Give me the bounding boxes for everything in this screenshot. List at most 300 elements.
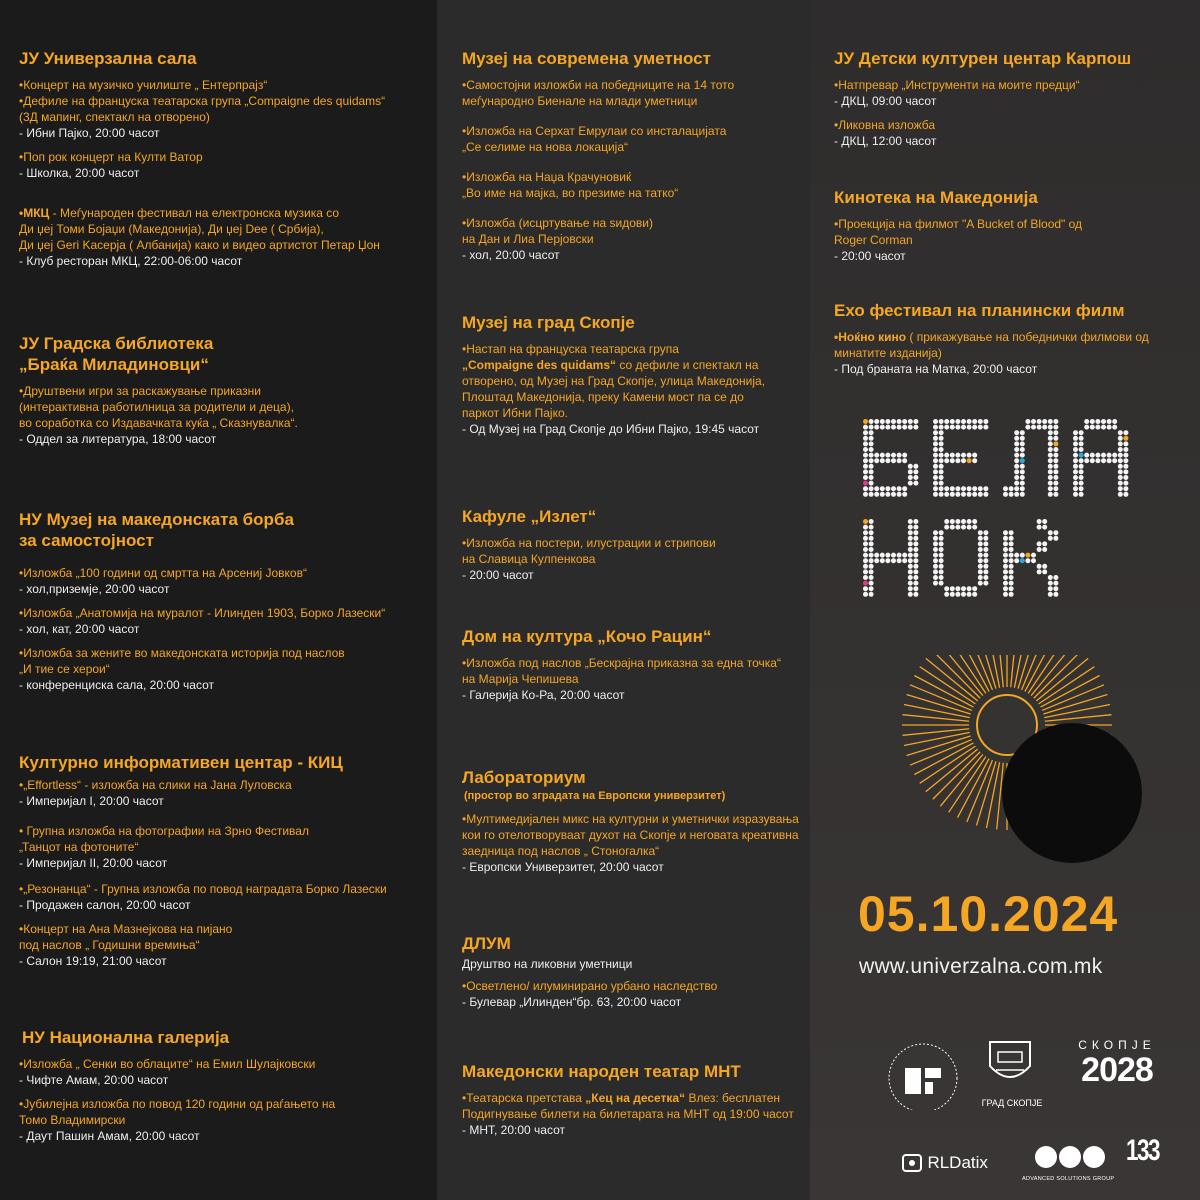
logo-dot	[1118, 486, 1123, 491]
logo-dot	[1048, 453, 1053, 458]
logo-dot	[869, 458, 874, 463]
event-item: •Натпревар „Инструменти на моите предци“ - ДКЦ, 09:00 часот	[834, 78, 1080, 108]
logo-dot	[891, 425, 896, 430]
logo-dot	[983, 558, 988, 563]
logo-dot	[939, 458, 944, 463]
logo-dot	[908, 553, 913, 558]
logo-dot	[1118, 492, 1123, 497]
middle-column	[437, 0, 810, 1200]
section-title: Музеј на град Скопје	[462, 313, 635, 332]
logo-dot	[863, 441, 868, 446]
logo-dot	[933, 441, 938, 446]
logo-dot	[972, 453, 977, 458]
logo-dot	[939, 436, 944, 441]
logo-dot	[880, 419, 885, 424]
logo-dot	[863, 530, 868, 535]
logo-dot	[885, 425, 890, 430]
logo-dot	[1101, 458, 1106, 463]
section-title: Лабораториум	[462, 768, 586, 787]
event-item: •„Резонанца“ - Групна изложба по повод наградата Борко Лазески - Продажен салон, 20:00 часот	[19, 882, 387, 912]
logo-dot	[950, 586, 955, 591]
logo-dot	[1084, 458, 1089, 463]
sun-ray	[1041, 676, 1100, 708]
logo-dot	[1112, 453, 1117, 458]
logo-dot	[1020, 447, 1025, 452]
logo-dot	[933, 569, 938, 574]
logo-dot	[1009, 592, 1014, 597]
section-dlum	[462, 933, 810, 1018]
logo-dot	[869, 525, 874, 530]
logo-dot	[913, 425, 918, 430]
logo-dot	[1073, 436, 1078, 441]
logo-dot	[978, 536, 983, 541]
logo-dot	[939, 530, 944, 535]
logo-dot	[1020, 464, 1025, 469]
logo-dot	[863, 492, 868, 497]
logo-dot	[869, 464, 874, 469]
logo-dot	[1079, 486, 1084, 491]
logo-dot	[863, 553, 868, 558]
logo-dot	[1020, 436, 1025, 441]
section-echo-festival	[834, 300, 1200, 385]
logo-dot	[933, 547, 938, 552]
logo-dot	[1003, 558, 1008, 563]
logo-dot	[869, 553, 874, 558]
logo-dot	[1031, 558, 1036, 563]
logo-dot	[1053, 586, 1058, 591]
logo-dot	[1014, 458, 1019, 463]
logo-dot	[913, 419, 918, 424]
logo-dot	[1073, 430, 1078, 435]
logo-dot	[961, 586, 966, 591]
event-item: •Изложба „Анатомија на муралот - Илинден 1903, Борко Лазески“ - хол, кат, 20:00 часот	[19, 606, 386, 636]
event-item: •Театарска претстава „Кец на десетка“ Влез: бесплатен Подигнување билети на билетарата на МНТ од 19:00 часот - МНТ, 20:00 часот	[462, 1091, 794, 1137]
logo-dot	[869, 492, 874, 497]
logo-dot	[1073, 441, 1078, 446]
section-national-gallery	[19, 1027, 437, 1152]
event-item: •Концерт на Ана Мазнејкова на пијано под наслов „ Годишни времиња“ - Салон 19:19, 21:00 часот	[19, 922, 233, 968]
logo-dot	[1037, 569, 1042, 574]
logo-dot	[1048, 586, 1053, 591]
logo-dot	[1020, 475, 1025, 480]
logo-dot	[1048, 530, 1053, 535]
logo-dot	[908, 464, 913, 469]
event-item: •Изложба за жените во македонската историја под наслов „И тие се херои“ - конференциска сала, 20:00 часот	[19, 646, 345, 692]
logo-dot	[1079, 481, 1084, 486]
logo-dot	[908, 530, 913, 535]
logo-dot	[908, 541, 913, 546]
logo-dot	[1123, 458, 1128, 463]
logo-dot	[1073, 486, 1078, 491]
logo-dot	[1042, 569, 1047, 574]
logo-dot	[983, 536, 988, 541]
logo-dot	[1048, 425, 1053, 430]
logo-dot	[950, 419, 955, 424]
logo-dot	[869, 541, 874, 546]
logo-dot	[885, 553, 890, 558]
logo-dot	[1014, 553, 1019, 558]
event-item: •Ликовна изложба - ДКЦ, 12:00 часот	[834, 118, 937, 148]
logo-dot	[897, 492, 902, 497]
logo-dot	[939, 547, 944, 552]
logo-dot	[1095, 425, 1100, 430]
logo-dot	[978, 486, 983, 491]
logo-dot	[1048, 536, 1053, 541]
logo-dot	[869, 469, 874, 474]
logo-dot	[885, 453, 890, 458]
logo-dot	[1118, 453, 1123, 458]
logo-dot	[978, 553, 983, 558]
logo-dot	[1123, 447, 1128, 452]
logo-dot	[863, 536, 868, 541]
logo-dot	[950, 458, 955, 463]
logo-dot	[972, 592, 977, 597]
logo-dot	[944, 486, 949, 491]
logo-dot	[1020, 558, 1025, 563]
logo-dot	[1009, 558, 1014, 563]
logo-dot	[1079, 458, 1084, 463]
sun-ray	[914, 676, 973, 708]
logo-dot	[908, 525, 913, 530]
logo-dot	[869, 436, 874, 441]
logo-dot	[902, 553, 907, 558]
logo-dot	[1101, 453, 1106, 458]
section-subtitle: (простор во зградата на Европски универзитет)	[464, 790, 726, 802]
logo-dot	[967, 419, 972, 424]
logo-dot	[1009, 547, 1014, 552]
logo-dot	[1014, 475, 1019, 480]
logo-dot	[902, 558, 907, 563]
logo-dot	[950, 486, 955, 491]
logo-dot	[967, 519, 972, 524]
logo-dot	[1014, 486, 1019, 491]
logo-dot	[1118, 447, 1123, 452]
event-item: •Настап на француска театарска група „Compaigne des quidams“ со дефиле и спектакл на отворено, од Музеј на Град Скопје, улица Македонија, Плоштад Македонија, преку Камени мост па се до паркот Ибни Пајко. - Од Музеј на Град Скопје до Ибни Пајко, 19:45 часот	[462, 342, 766, 436]
logo-dot	[913, 575, 918, 580]
logo-dot	[944, 592, 949, 597]
asg-logo: ADVANCED SOLUTIONS GROUP	[1018, 1143, 1114, 1182]
logo-dot	[933, 419, 938, 424]
sun-ray	[1025, 655, 1057, 691]
logo-dot	[933, 541, 938, 546]
logo-dot	[1037, 519, 1042, 524]
logo-dot	[939, 492, 944, 497]
logo-dot	[913, 519, 918, 524]
logo-dot	[933, 436, 938, 441]
logo-dot	[897, 419, 902, 424]
logo-dot	[1014, 469, 1019, 474]
logo-dot	[1037, 564, 1042, 569]
logo-dot	[908, 536, 913, 541]
logo-dot	[983, 492, 988, 497]
logo-dot	[913, 586, 918, 591]
logo-dot	[1079, 441, 1084, 446]
logo-dot	[983, 419, 988, 424]
logo-dot	[874, 453, 879, 458]
logo-dot	[1037, 419, 1042, 424]
logo-dot	[902, 419, 907, 424]
logo-dot	[863, 430, 868, 435]
logo-dot	[944, 492, 949, 497]
logo-dot	[939, 447, 944, 452]
event-date: 05.10.2024	[858, 886, 1119, 942]
logo-dot	[1003, 492, 1008, 497]
logo-dot	[1009, 581, 1014, 586]
logo-dot	[933, 464, 938, 469]
logo-dot	[978, 541, 983, 546]
logo-dot	[1048, 481, 1053, 486]
logo-dot	[1107, 425, 1112, 430]
logo-dot	[1020, 458, 1025, 463]
univerzalna-sala-logo	[885, 1040, 967, 1115]
logo-dot	[908, 564, 913, 569]
logo-dot	[983, 581, 988, 586]
logo-dot	[863, 541, 868, 546]
logo-dot	[944, 525, 949, 530]
logo-dot	[863, 475, 868, 480]
section-title: Дом на култура „Кочо Рацин“	[462, 627, 712, 646]
logo-dot	[1073, 469, 1078, 474]
logo-dot	[1048, 436, 1053, 441]
logo-dot	[869, 581, 874, 586]
event-item: •Изложба на Наџа Крачуновиќ „Во име на мајка, во презиме на татко“	[462, 170, 679, 200]
logo-dot	[1053, 492, 1058, 497]
logo-dot	[939, 419, 944, 424]
logo-dot	[1079, 436, 1084, 441]
logo-dot	[913, 547, 918, 552]
logo-dot	[950, 519, 955, 524]
logo-dot	[933, 530, 938, 535]
logo-dot	[1009, 530, 1014, 535]
logo-dot	[1123, 475, 1128, 480]
logo-dot	[933, 430, 938, 435]
logo-dot	[955, 519, 960, 524]
logo-dot	[869, 486, 874, 491]
event-item: •„Effortless“ - изложба на слики на Јана Луловска - Империјал I, 20:00 часот	[19, 778, 292, 808]
logo-dot	[1053, 441, 1058, 446]
sunburst-eclipse-graphic	[897, 655, 1147, 865]
logo-dot	[1020, 469, 1025, 474]
logo-dot	[869, 592, 874, 597]
logo-dot	[1003, 530, 1008, 535]
bela-nok-dotted-logo	[862, 418, 1152, 618]
logo-dot	[967, 458, 972, 463]
logo-dot	[933, 475, 938, 480]
logo-dot	[1048, 430, 1053, 435]
logo-dot	[978, 564, 983, 569]
logo-dot	[908, 586, 913, 591]
logo-dot	[1009, 569, 1014, 574]
logo-dot	[1053, 453, 1058, 458]
logo-dot	[1053, 447, 1058, 452]
logo-dot	[869, 569, 874, 574]
logo-dot	[885, 458, 890, 463]
logo-dot	[913, 464, 918, 469]
logo-dot	[863, 575, 868, 580]
logo-dot	[1123, 469, 1128, 474]
logo-dot	[1031, 553, 1036, 558]
section-national-theatre	[462, 1061, 810, 1146]
logo-dot	[944, 586, 949, 591]
sun-ray	[958, 759, 990, 818]
skopje-2028-logo: СКОПЈЕ 2028	[1078, 1038, 1156, 1089]
logo-dot	[1009, 486, 1014, 491]
logo-dot	[869, 519, 874, 524]
logo-dot	[1123, 481, 1128, 486]
logo-dot	[863, 436, 868, 441]
logo-dot	[1037, 541, 1042, 546]
logo-dot	[1112, 458, 1117, 463]
logo-dot	[913, 530, 918, 535]
logo-dot	[1048, 464, 1053, 469]
logo-dot	[972, 419, 977, 424]
logo-dot	[880, 453, 885, 458]
logo-dot	[885, 492, 890, 497]
logo-dot	[880, 492, 885, 497]
logo-dot	[1009, 541, 1014, 546]
logo-dot	[1025, 425, 1030, 430]
logo-dot	[869, 419, 874, 424]
logo-dot	[972, 492, 977, 497]
logo-dot	[967, 453, 972, 458]
section-title: Македонски народен театар МНТ	[462, 1062, 741, 1081]
logo-dot	[1025, 553, 1030, 558]
logo-dot	[1020, 430, 1025, 435]
logo-dot	[880, 558, 885, 563]
logo-dot	[1053, 436, 1058, 441]
logo-dot	[913, 592, 918, 597]
logo-dot	[955, 458, 960, 463]
event-item: •Проекција на филмот "A Bucket of Blood" од Roger Corman - 20:00 часот	[834, 217, 1083, 263]
logo-dot	[1079, 430, 1084, 435]
section-title: НУ Национална галерија	[22, 1028, 230, 1047]
logo-dot	[1020, 453, 1025, 458]
logo-dot	[913, 541, 918, 546]
logo-dot	[1053, 581, 1058, 586]
logo-dot	[863, 481, 868, 486]
event-item: •Концерт на музичко училиште „ Ентерпрајз“ •Дефиле на француска театарска група „Compaigne des quidams“ (3Д мапинг, спектакл на отворено) - Ибни Пајко, 20:00 часот	[19, 78, 386, 140]
logo-dot	[908, 419, 913, 424]
logo-dot	[950, 425, 955, 430]
logo-dot	[897, 425, 902, 430]
logo-dot	[1123, 441, 1128, 446]
logo-dot	[939, 481, 944, 486]
logo-dot	[955, 419, 960, 424]
logo-dot	[1003, 564, 1008, 569]
logo-dot	[869, 586, 874, 591]
logo-dot	[1003, 569, 1008, 574]
logo-dot	[1084, 419, 1089, 424]
logo-dot	[955, 453, 960, 458]
logo-dot	[891, 458, 896, 463]
logo-dot	[1020, 553, 1025, 558]
logo-dot	[1048, 475, 1053, 480]
logo-dot	[939, 536, 944, 541]
logo-dot	[1020, 441, 1025, 446]
logo-dot	[967, 592, 972, 597]
logo-dot	[1123, 492, 1128, 497]
logo-dot	[1079, 469, 1084, 474]
logo-dot	[885, 486, 890, 491]
logo-dot	[869, 547, 874, 552]
logo-dot	[869, 564, 874, 569]
logo-dot	[1073, 464, 1078, 469]
website-link[interactable]: www.univerzalna.com.mk	[859, 955, 1103, 978]
logo-dot	[978, 530, 983, 535]
section-description: Друштво на ликовни уметници	[462, 957, 633, 971]
logo-dot	[1042, 519, 1047, 524]
logo-dot	[1090, 419, 1095, 424]
logo-dot	[1048, 492, 1053, 497]
logo-dot	[1048, 581, 1053, 586]
logo-dot	[1048, 447, 1053, 452]
logo-dot	[1014, 558, 1019, 563]
logo-dot	[939, 541, 944, 546]
logo-dot	[1053, 469, 1058, 474]
logo-dot	[961, 419, 966, 424]
logo-dot	[967, 492, 972, 497]
event-item: •Изложба „100 години од смртта на Арсениј Јовков“ - хол,приземје, 20:00 часот	[19, 566, 307, 596]
logo-dot	[961, 519, 966, 524]
logo-dot	[933, 536, 938, 541]
logo-dot	[961, 458, 966, 463]
logo-dot	[933, 425, 938, 430]
logo-dot	[1101, 419, 1106, 424]
logo-dot	[1053, 530, 1058, 535]
logo-dot	[863, 564, 868, 569]
logo-dot	[897, 453, 902, 458]
logo-dot	[1118, 441, 1123, 446]
logo-dot	[1037, 547, 1042, 552]
logo-dot	[1053, 464, 1058, 469]
logo-dot	[1079, 475, 1084, 480]
logo-dot	[1053, 536, 1058, 541]
logo-dot	[863, 469, 868, 474]
logo-dot	[933, 575, 938, 580]
event-item: •Друштвени игри за раскажување приказни (интерактивна работилница за родители и деца), во соработка со Издавачката куќа „ Сказнувалка“. - Оддел за литература, 18:00 часот	[19, 384, 298, 446]
logo-dot	[891, 553, 896, 558]
logo-dot	[908, 558, 913, 563]
logo-dot	[908, 575, 913, 580]
logo-dot	[939, 564, 944, 569]
logo-dot	[863, 525, 868, 530]
logo-dot	[869, 481, 874, 486]
logo-dot	[1014, 453, 1019, 458]
logo-dot	[863, 547, 868, 552]
section-title: Кинотека на Македонија	[834, 188, 1038, 207]
section-title: Културно информативен центар - КИЦ	[19, 753, 343, 772]
section-title: Музеј на современа уметност	[462, 49, 711, 68]
logo-dot	[1123, 436, 1128, 441]
logo-dot	[939, 441, 944, 446]
logo-dot	[869, 425, 874, 430]
logo-dot	[863, 569, 868, 574]
logo-dot	[1042, 525, 1047, 530]
event-item: •Осветлено/ илуминирано урбано наследство - Булевар „Илинден“бр. 63, 20:00 часот	[462, 979, 718, 1009]
logo-dot	[944, 425, 949, 430]
logo-dot	[863, 464, 868, 469]
logo-dot	[1014, 441, 1019, 446]
section-cafe-izlet	[462, 506, 810, 591]
section-title: ЈУ Градска библиотека „Браќа Миладиновци“	[19, 334, 214, 374]
logo-dot	[1053, 458, 1058, 463]
logo-dot	[961, 492, 966, 497]
section-title: ЈУ Универзална сала	[19, 49, 197, 68]
logo-dot	[1003, 536, 1008, 541]
logo-dot	[1009, 492, 1014, 497]
logo-dot	[891, 486, 896, 491]
logo-dot	[972, 486, 977, 491]
